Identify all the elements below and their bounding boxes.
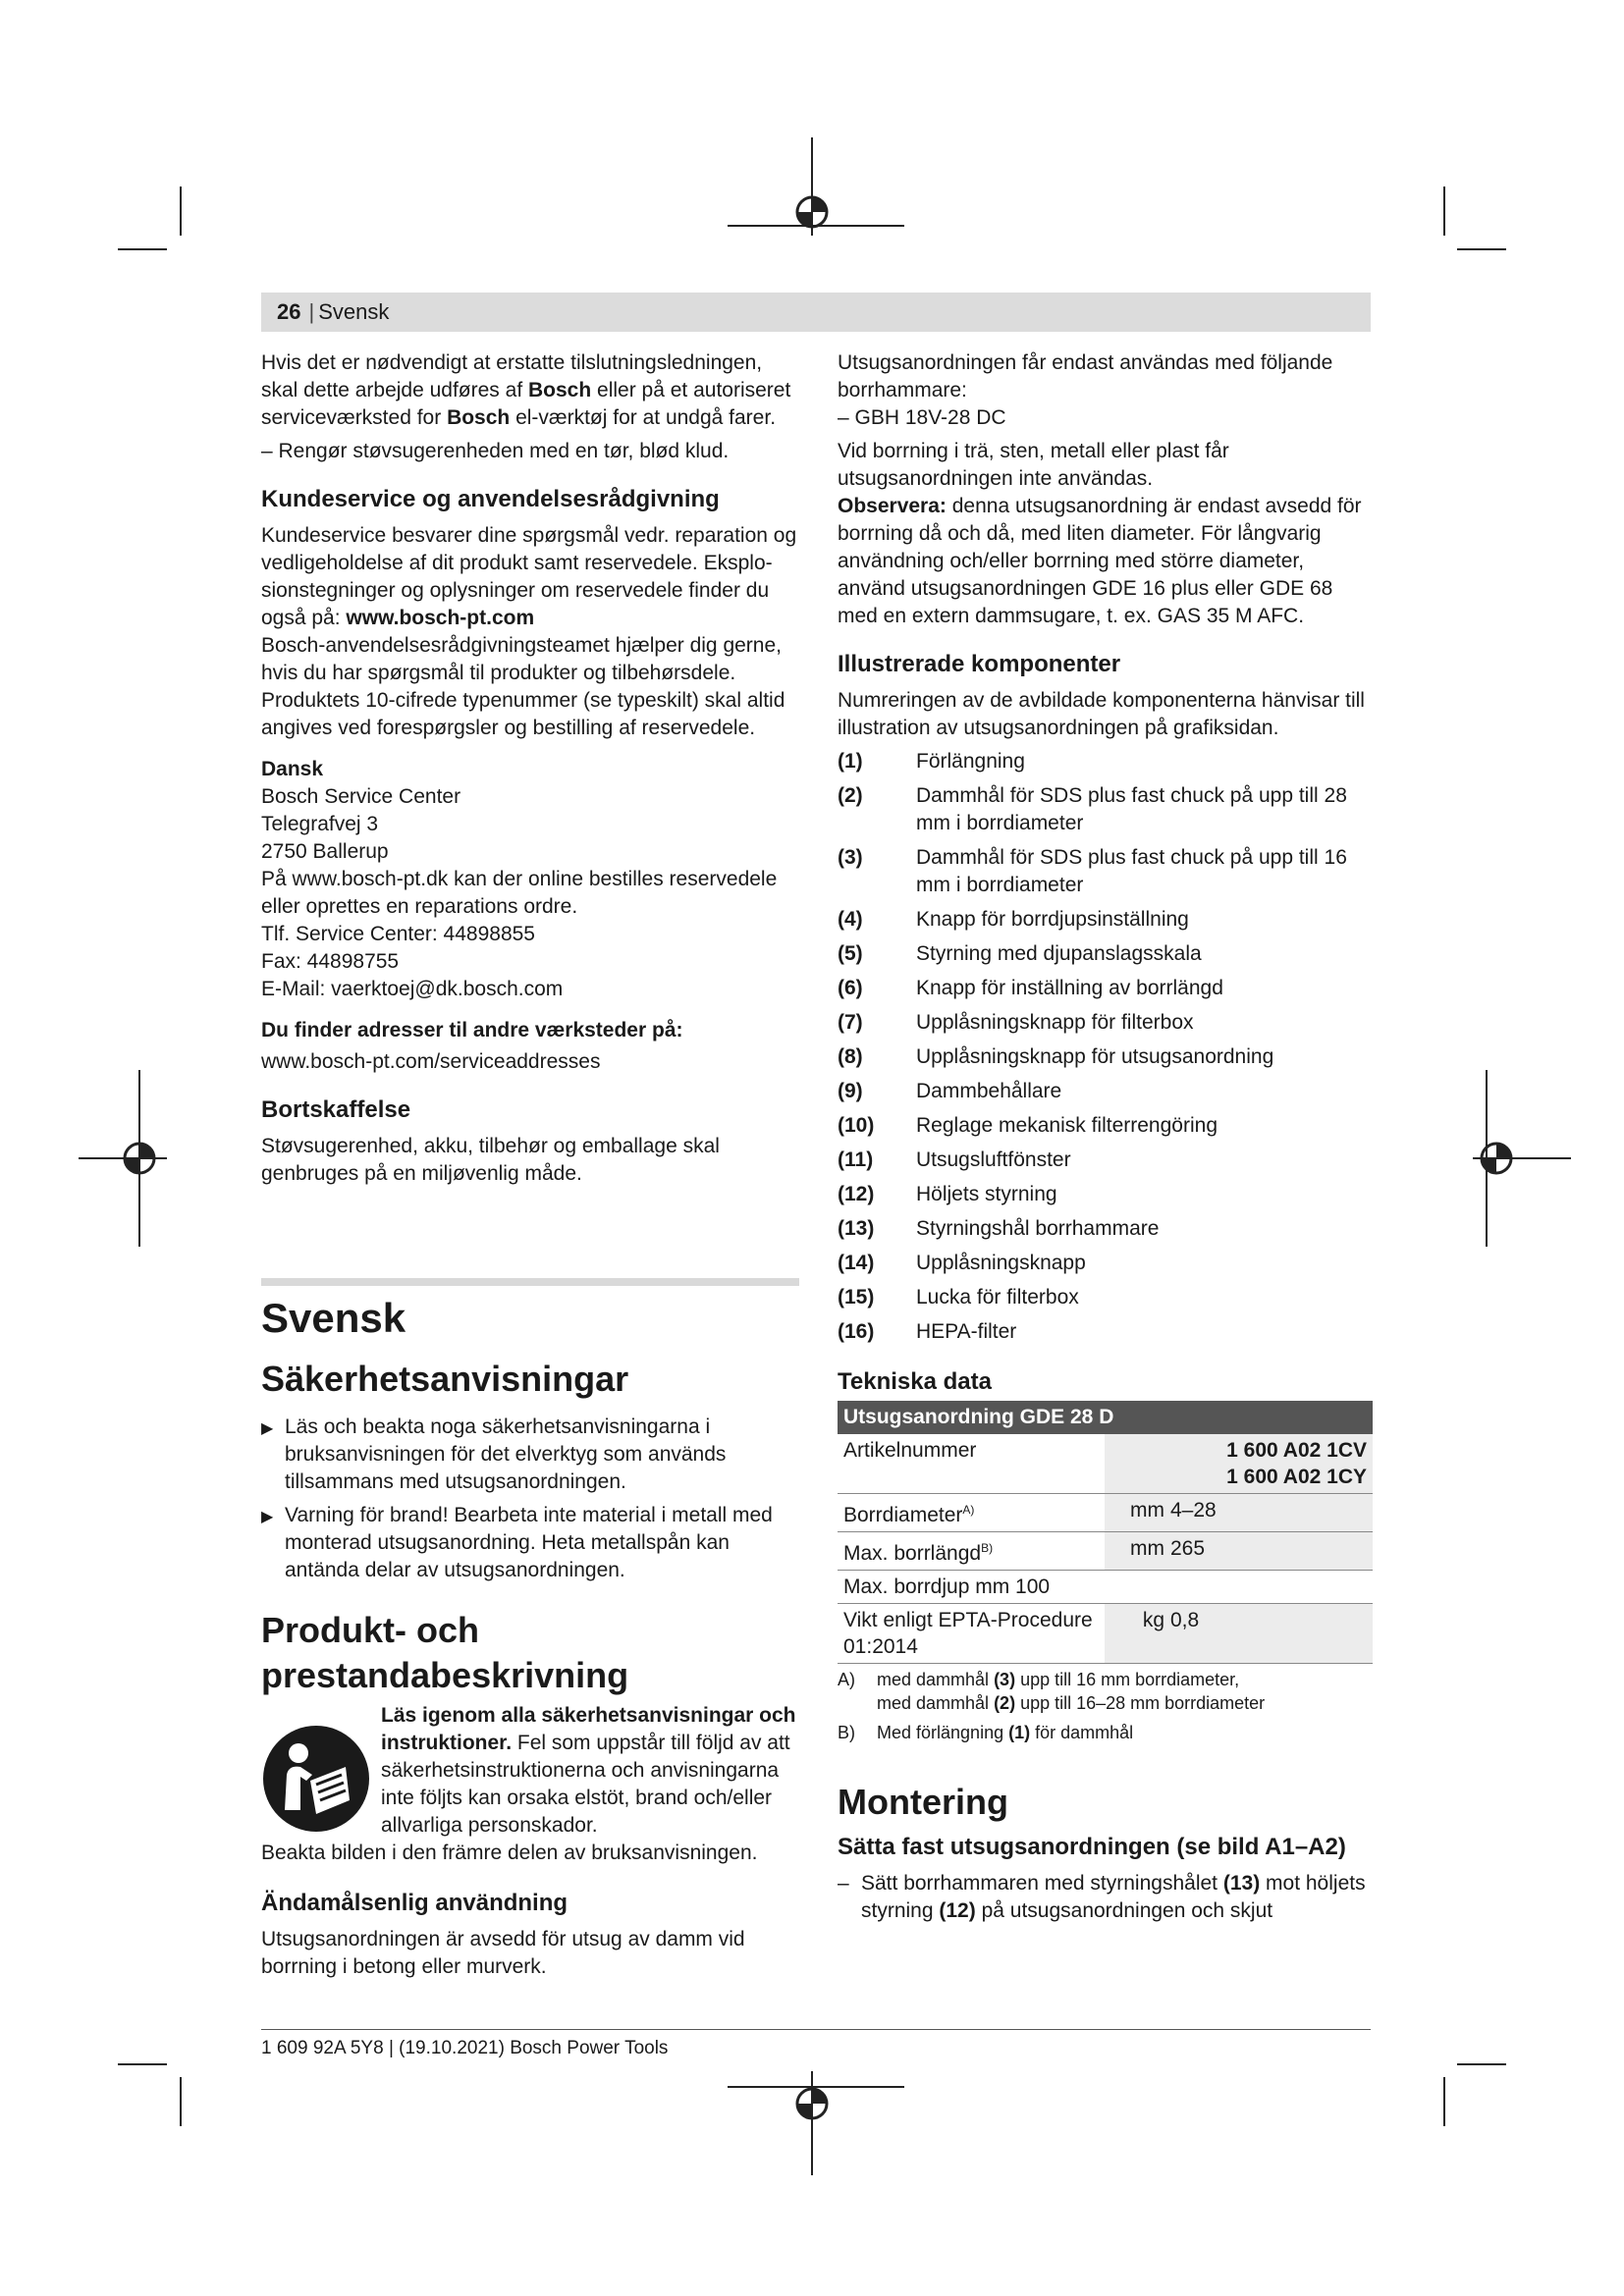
registration-mark-icon xyxy=(79,1070,167,1247)
page-footer: 1 609 92A 5Y8 | (19.10.2021) Bosch Power Tools xyxy=(261,2038,669,2058)
crop-mark xyxy=(1457,2063,1506,2065)
list-item: (7) Upplåsningsknapp för filterbox xyxy=(838,1011,1194,1034)
andamal-heading: Ändamålsenlig användning xyxy=(261,1890,568,1916)
table-row: Vikt enligt EPTA-Procedure 01:2014 kg 0,8 xyxy=(838,1604,1373,1664)
table-footnote: B) Med förlängning (1) för dammhål xyxy=(838,1723,1134,1742)
list-item: (10) Reglage mekanisk filterrengöring xyxy=(838,1114,1218,1137)
beakta-paragraph: Beakta bilden i den främre delen av bruksanvisningen. xyxy=(261,1842,758,1864)
crop-mark xyxy=(1443,187,1445,236)
header-language: Svensk xyxy=(318,299,390,324)
registration-mark-icon xyxy=(728,137,904,245)
kundeservice-paragraph: Bosch-anvendelsesrådgivningsteamet hjælper dig gerne, hvis du har spørgsmål til produkter og tilbehørsdele. xyxy=(261,634,782,684)
list-item: (2) Dammhål för SDS plus fast chuck på upp till 28 mm i borrdiameter xyxy=(838,784,1347,834)
registration-mark-icon xyxy=(728,2071,904,2179)
tekniska-heading: Tekniska data xyxy=(838,1368,992,1395)
satta-heading: Sätta fast utsugsanordningen (se bild A1–A2) xyxy=(838,1834,1346,1860)
list-item: (14) Upplåsningsknapp xyxy=(838,1252,1086,1274)
mounting-step: – Sätt borrhammaren med styrningshålet (13) mot höljets styrning (12) på utsugsanordningen och skjut xyxy=(838,1872,1366,1922)
sakerhet-heading: Säkerhetsanvisningar xyxy=(261,1359,629,1399)
list-item: (8) Upplåsningsknapp för utsugsanordning xyxy=(838,1045,1274,1068)
compatible-model: – GBH 18V-28 DC xyxy=(838,406,1006,429)
intro-paragraph: Hvis det er nødvendigt at erstatte tilslutningsledningen, skal dette arbejde udføres af Bosch eller på et autoriseret serviceværksted for Bosch el-værktøj for at undgå farer. xyxy=(261,351,791,429)
table-row: Borrdiameter$^{A)}$ mm 4–28 xyxy=(838,1494,1373,1532)
crop-mark xyxy=(1443,2077,1445,2126)
footer-rule xyxy=(261,2029,1371,2030)
page-number: 26 xyxy=(277,299,301,324)
list-item: (12) Höljets styrning xyxy=(838,1183,1057,1205)
list-item: (16) HEPA-filter xyxy=(838,1320,1017,1343)
usage-restriction: Vid borrning i trä, sten, metall eller plast får utsugsanordningen inte användas. xyxy=(838,440,1229,490)
kundeservice-heading: Kundeservice og anvendelsesrådgivning xyxy=(261,486,720,512)
list-item: (9) Dammbehållare xyxy=(838,1080,1062,1102)
list-item: (3) Dammhål för SDS plus fast chuck på upp till 16 mm i borrdiameter xyxy=(838,846,1347,896)
montering-heading: Montering xyxy=(838,1782,1008,1822)
workshops-url-link[interactable]: www.bosch-pt.com/serviceaddresses xyxy=(261,1050,601,1073)
list-item: (4) Knapp för borrdjupsinställning xyxy=(838,908,1189,931)
crop-mark xyxy=(180,2077,182,2126)
clean-instruction: – Rengør støvsugerenheden med en tør, blød klud. xyxy=(261,440,730,462)
list-item: (6) Knapp för inställning av borrlängd xyxy=(838,977,1223,999)
bortskaffelse-heading: Bortskaffelse xyxy=(261,1096,411,1123)
table-footnote: A) med dammhål (3) upp till 16 mm borrdiameter, med dammhål (2) upp till 16–28 mm borrdiameter xyxy=(838,1670,1266,1713)
registration-mark-icon xyxy=(1473,1070,1571,1247)
svensk-title: Svensk xyxy=(261,1295,406,1341)
bullet-arrow-icon: ▶ xyxy=(261,1509,274,1525)
left-column xyxy=(261,349,799,1987)
table-row: Max. borrdjup mm 100 xyxy=(838,1571,1373,1604)
crop-mark xyxy=(118,248,167,250)
bortskaffelse-paragraph: Støvsugerenhed, akku, tilbehør og emballage skal genbruges på en miljøvenlig måde. xyxy=(261,1135,720,1185)
andamal-paragraph: Utsugsanordningen är avsedd för utsug av damm vid borrning i betong eller murverk. xyxy=(261,1928,745,1978)
produkt-heading: Produkt- och prestandabeskrivning xyxy=(261,1610,629,1695)
list-item: (11) Utsugsluftfönster xyxy=(838,1148,1071,1171)
tech-data-table xyxy=(838,1401,1373,1664)
read-instructions-warning: Läs igenom alla säkerhetsanvisningar och instruktioner. Fel som uppstår till följd av att säkerhetsinstruktionerna och anvisningarna inte följts kan orsaka elstöt, brand och/eller allvarliga personskador. xyxy=(261,1702,799,1840)
page-header xyxy=(261,293,1371,332)
list-item: (1) Förlängning xyxy=(838,750,1025,773)
safety-bullet: ▶ Läs och beakta noga säkerhetsanvisningarna i bruksanvisningen för det elverktyg som används tillsammans med utsugsanordningen. xyxy=(261,1414,799,1496)
address-block: Bosch Service Center Telegrafvej 3 2750 Ballerup På www.bosch-pt.dk kan der online bestilles reservedele eller oprettes en reparations ordre. Tlf. Service Center: 44898855 Fax: 44898755 E-Mail: vaerktoej@dk.bosch.com xyxy=(261,785,778,1000)
table-row: Artikelnummer 1 600 A02 1CV 1 600 A02 1CY xyxy=(838,1434,1373,1494)
safety-bullet: ▶ Varning för brand! Bearbeta inte material i metall med monterad utsugsanordning. Heta metallspån kan antända delar av utsugsanordningen. xyxy=(261,1502,799,1584)
kundeservice-paragraph: Kundeservice besvarer dine spørgsmål vedr. reparation og vedligeholdelse af dit produkt samt reservedele. Eksplosionstegninger og oplysninger om reservedele finder du også på: www.bosch-pt.com xyxy=(261,524,797,629)
illustrerade-heading: Illustrerade komponenter xyxy=(838,651,1121,677)
right-column xyxy=(838,349,1373,1925)
crop-mark xyxy=(118,2063,167,2065)
bullet-arrow-icon: ▶ xyxy=(261,1420,274,1437)
section-divider xyxy=(261,1278,799,1286)
crop-mark xyxy=(1457,248,1506,250)
workshops-heading: Du finder adresser til andre værksteder på: xyxy=(261,1019,683,1041)
list-item: (15) Lucka för filterbox xyxy=(838,1286,1079,1308)
read-manual-icon xyxy=(261,1724,371,1834)
table-row: Max. borrlängd$^{B)}$ mm 265 xyxy=(838,1532,1373,1571)
header-separator: | xyxy=(308,299,315,324)
kundeservice-paragraph: Produktets 10-cifrede typenummer (se typeskilt) skal altid angives ved forespørgsler og bestilling af reservedele. xyxy=(261,689,785,739)
illustrerade-paragraph: Numreringen av de avbildade komponenterna hänvisar till illustration av utsugsanordningen på grafiksidan. xyxy=(838,689,1365,739)
list-item: (13) Styrningshål borrhammare xyxy=(838,1217,1160,1240)
bosch-url-link[interactable]: www.bosch-pt.com xyxy=(346,607,535,629)
table-header-row: Utsugsanordning GDE 28 D xyxy=(838,1401,1373,1434)
components-list xyxy=(838,748,1373,1346)
crop-mark xyxy=(180,187,182,236)
usage-paragraph: Utsugsanordningen får endast användas med följande borrhammare: xyxy=(838,351,1333,401)
list-item: (5) Styrning med djupanslagsskala xyxy=(838,942,1202,965)
observera-note: Observera: denna utsugsanordning är endast avsedd för borrning då och då, med liten diameter. För långvarig användning och/eller borrning med större diameter, använd utsugsanordningen GDE 16 plus eller GDE 68 med en extern dammsugare, t. ex. GAS 35 M AFC. xyxy=(838,495,1362,627)
dansk-heading: Dansk xyxy=(261,758,324,780)
